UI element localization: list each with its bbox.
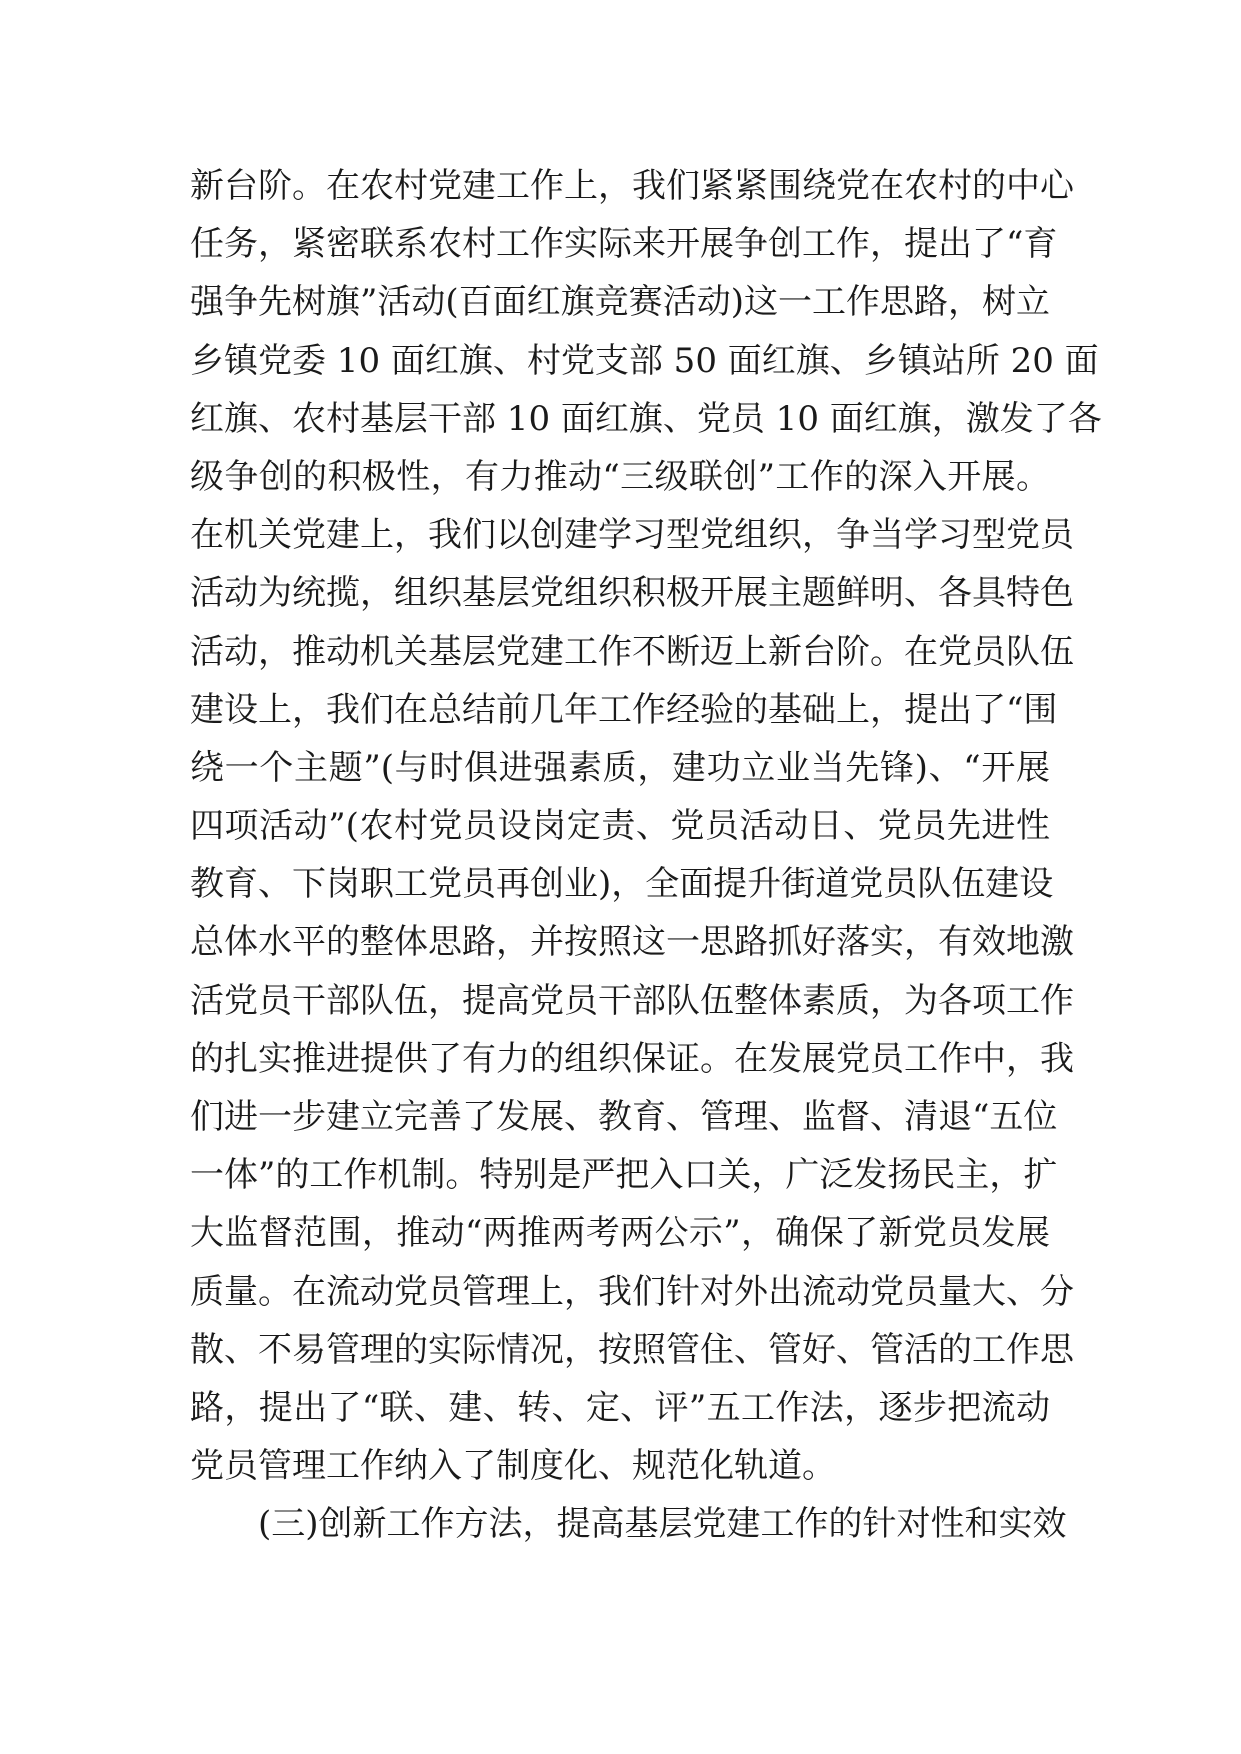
text-line: 总体水平的整体思路，并按照这一思路抓好落实，有效地激 [190, 922, 1074, 963]
section-heading: (三)创新工作方法，提高基层党建工作的针对性和实效 [258, 1504, 1067, 1545]
text-line: 在机关党建上，我们以创建学习型党组织，争当学习型党员 [190, 515, 1074, 556]
paragraph-last-line: 党员管理工作纳入了制度化、规范化轨道。 [190, 1446, 836, 1487]
text-line: 散、不易管理的实际情况，按照管住、管好、管活的工作思 [190, 1329, 1074, 1370]
text-line: 级争创的积极性，有力推动“三级联创”工作的深入开展。 [190, 456, 1050, 497]
text-line: 红旗、农村基层干部 10 面红旗、党员 10 面红旗，激发了各 [190, 398, 1102, 439]
text-line: 建设上，我们在总结前几年工作经验的基础上，提出了“围 [190, 689, 1058, 730]
text-line: 新台阶。在农村党建工作上，我们紧紧围绕党在农村的中心 [190, 166, 1074, 206]
text-line: 任务，紧密联系农村工作实际来开展争创工作，提出了“育 [190, 224, 1058, 265]
text-line: 活动为统揽，组织基层党组织积极开展主题鲜明、各具特色 [190, 573, 1074, 614]
text-line: 们进一步建立完善了发展、教育、管理、监督、清退“五位 [190, 1097, 1058, 1137]
body-text [190, 157, 1102, 1554]
text-line: 强争先树旗”活动(百面红旗竞赛活动)这一工作思路，树立 [190, 282, 1050, 323]
text-line: 活动，推动机关基层党建工作不断迈上新台阶。在党员队伍 [190, 631, 1074, 672]
text-line: 路，提出了“联、建、转、定、评”五工作法，逐步把流动 [190, 1387, 1050, 1428]
text-line: 一体”的工作机制。特别是严把入口关，广泛发扬民主，扩 [190, 1155, 1058, 1196]
text-line: 活党员干部队伍，提高党员干部队伍整体素质，为各项工作 [190, 980, 1074, 1021]
text-line: 的扎实推进提供了有力的组织保证。在发展党员工作中，我 [190, 1038, 1074, 1079]
text-line: 质量。在流动党员管理上，我们针对外出流动党员量大、分 [190, 1271, 1074, 1312]
text-line: 四项活动”(农村党员设岗定责、党员活动日、党员先进性 [190, 806, 1050, 847]
text-line: 大监督范围，推动“两推两考两公示”，确保了新党员发展 [190, 1213, 1050, 1254]
text-line: 乡镇党委 10 面红旗、村党支部 50 面红旗、乡镇站所 20 面 [190, 340, 1099, 381]
text-line: 教育、下岗职工党员再创业)，全面提升街道党员队伍建设 [190, 864, 1054, 905]
text-line: 绕一个主题”(与时俱进强素质，建功立业当先锋)、“开展 [190, 747, 1050, 788]
